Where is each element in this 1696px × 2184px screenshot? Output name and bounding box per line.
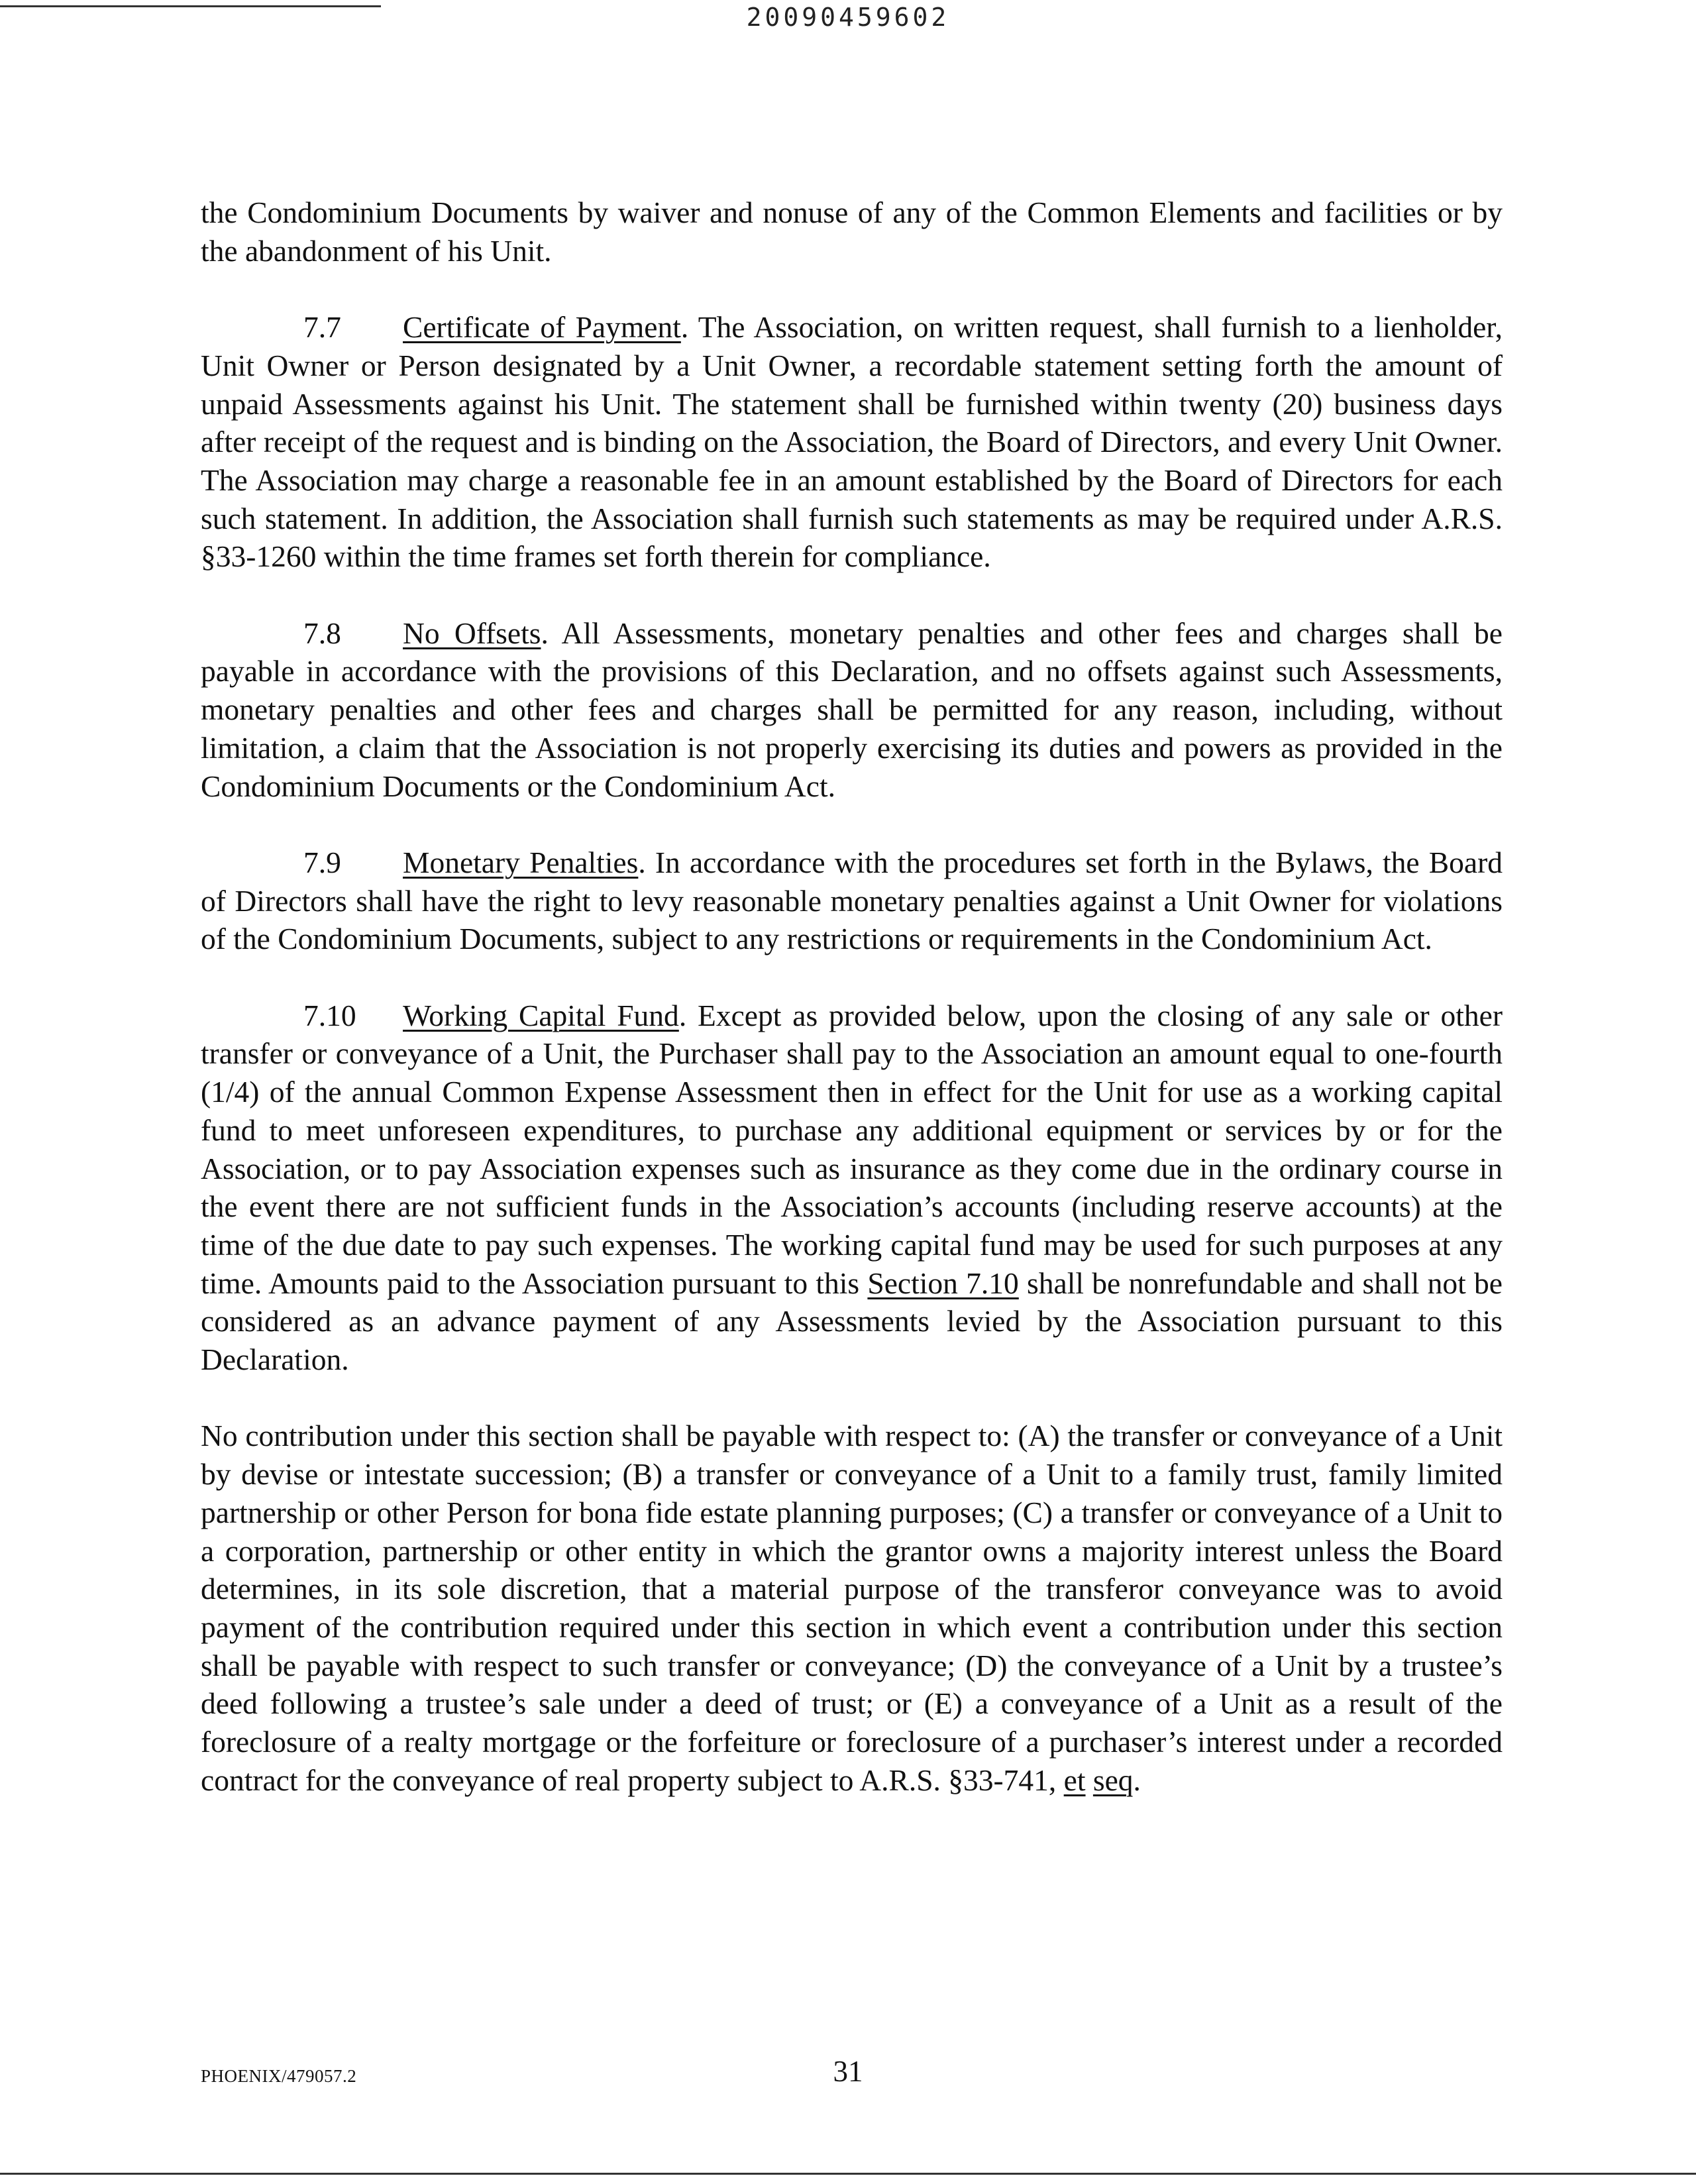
- section-text: . Except as provided below, upon the closing of any sale or other transfer or conveyance of a Unit, the Purchaser shall pay to the Association an amount equal to one-fourth (1/4) of the annual Common Expense Assessment then in effect for the Unit for use as a working capital fund to meet unforeseen expenditures, to purchase any additional equipment or services by or for the Association, or to pay Association expenses such as insurance as they come due in the ordinary course in the event there are not sufficient funds in the Association’s accounts (including reserve accounts) at the time of the due date to pay such expenses. The working capital fund may be used for such purposes at any time. Amounts paid to the Association pursuant to this: [201, 998, 1503, 1300]
- scan-edge-line-bottom: [0, 2173, 1696, 2175]
- paragraph-exemptions: [201, 1417, 1503, 1799]
- recording-number: 20090459602: [746, 3, 950, 32]
- paragraph-text: the Condominium Documents by waiver and nonuse of any of the Common Elements and facilities or by the abandonment of his Unit.: [201, 195, 1503, 268]
- section-number: 7.7: [303, 310, 341, 345]
- section-7-8: [201, 614, 1503, 806]
- section-7-9: [201, 844, 1503, 958]
- section-number: 7.9: [303, 845, 341, 879]
- document-body: [201, 193, 1503, 1837]
- section-7-10: [201, 997, 1503, 1379]
- section-text: . All Assessments, monetary penalties and other fees and charges shall be payable in accordance with the provisions of this Declaration, and no offsets against such Assessments, monetary penalties and other fees and charges shall be permitted for any reason, including, without limitation, a claim that the Association is not properly exercising its duties and powers as provided in the Condominium Documents or the Condominium Act.: [201, 616, 1503, 803]
- paragraph-end: .: [1133, 1763, 1141, 1797]
- paragraph-continuation: [201, 193, 1503, 270]
- section-text-continued: shall be nonrefundable and shall not be considered as an advance payment of any Assessments levied by the Association pursuant to this Declaration.: [201, 1266, 1503, 1377]
- page-number: 31: [833, 2055, 863, 2088]
- section-text: . The Association, on written request, shall furnish to a lienholder, Unit Owner or Person designated by a Unit Owner, a recordable statement setting forth the amount of unpaid Assessments against his Unit. The statement shall be furnished within twenty (20) business days after receipt of the request and is binding on the Association, the Board of Directors, and every Unit Owner. The Association may charge a reasonable fee in an amount established by the Board of Directors for each such statement. In addition, the Association shall furnish such statements as may be required under A.R.S. §33-1260 within the time frames set forth therein for compliance.: [201, 310, 1503, 574]
- section-7-7: [201, 308, 1503, 576]
- paragraph-text: No contribution under this section shall be payable with respect to: (A) the transfer or conveyance of a Unit by devise or intestate succession; (B) a transfer or conveyance of a Unit to a family trust, family limited partnership or other Person for bona fide estate planning purposes; (C) a transfer or conveyance of a Unit to a corporation, partnership or other entity in which the grantor owns a majority interest unless the Board determines, in its sole discretion, that a material purpose of the transferor conveyance was to avoid payment of the contribution required under this section in which event a contribution under this section shall be payable with respect to such transfer or conveyance; (D) the conveyance of a Unit by a trustee’s deed following a trustee’s sale under a deed of trust; or (E) a conveyance of a Unit as a result of the foreclosure of a realty mortgage or the forfeiture or foreclosure of a purchaser’s interest under a recorded contract for the conveyance of real property subject to A.R.S. §33-741,: [201, 1419, 1503, 1797]
- citation-et: et: [1063, 1763, 1086, 1797]
- section-number: 7.10: [303, 998, 356, 1032]
- section-text: . In accordance with the procedures set forth in the Bylaws, the Board of Directors shall have the right to levy reasonable monetary penalties against a Unit Owner for violations of the Condominium Documents, subject to any restrictions or requirements in the Condominium Act.: [201, 845, 1503, 956]
- section-reference: Section 7.10: [867, 1266, 1019, 1300]
- section-title: Monetary Penalties: [403, 845, 639, 879]
- footer-document-id: PHOENIX/479057.2: [201, 2066, 357, 2086]
- section-title: No Offsets: [403, 616, 541, 650]
- section-title: Working Capital Fund: [403, 998, 679, 1032]
- section-title: Certificate of Payment: [403, 310, 681, 345]
- section-number: 7.8: [303, 616, 341, 650]
- citation-seq: seq: [1092, 1763, 1134, 1797]
